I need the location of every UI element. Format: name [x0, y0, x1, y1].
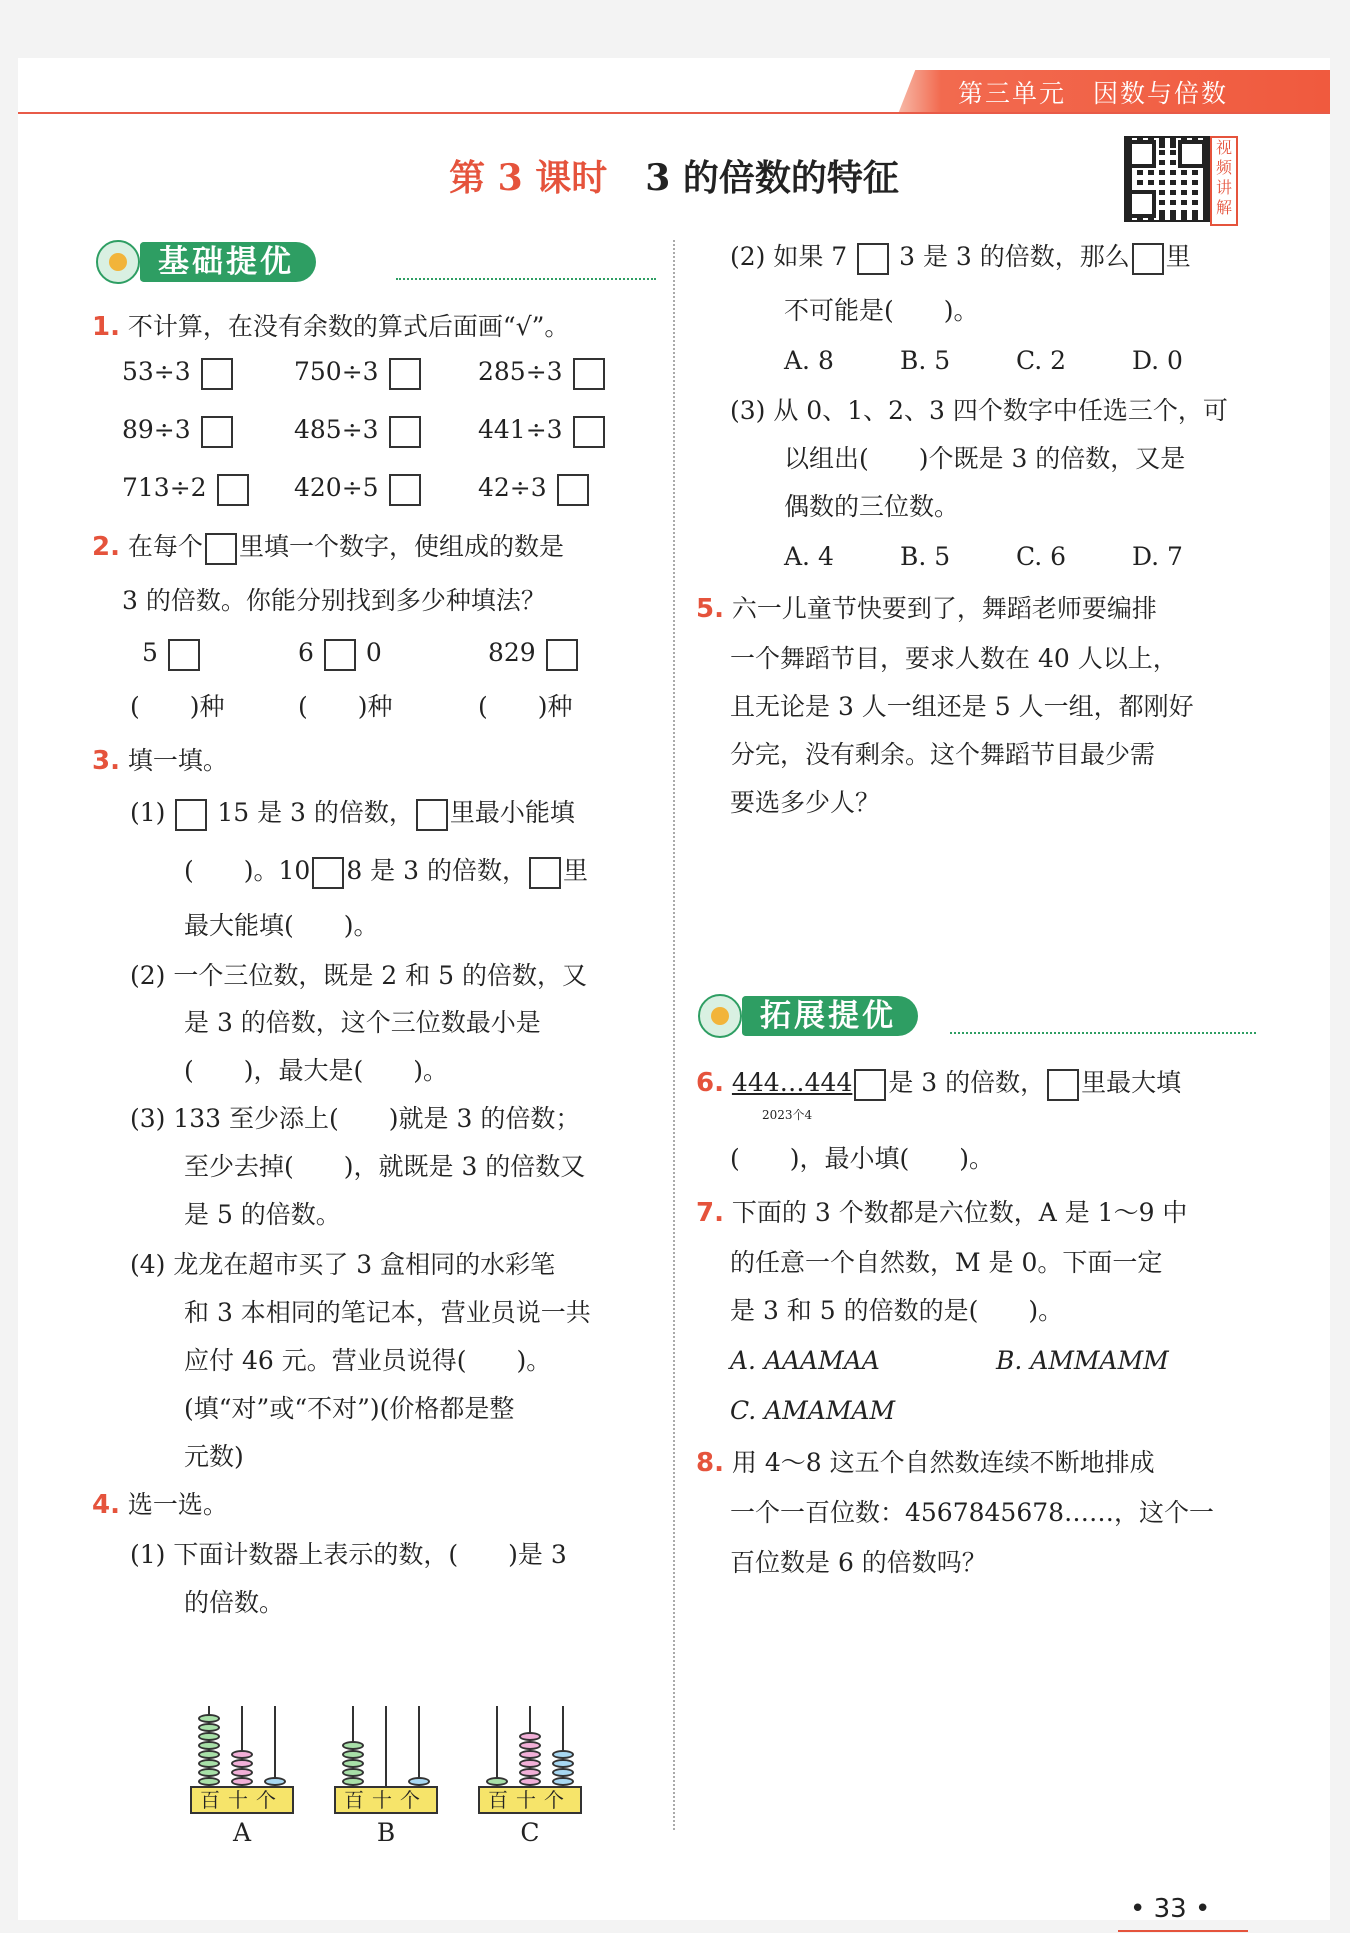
q7-line3: 是 3 和 5 的倍数的是( )。 — [730, 1296, 1064, 1325]
answer-box[interactable] — [389, 474, 421, 506]
q3-part2-line1: (2) 一个三位数，既是 2 和 5 的倍数，又 — [130, 961, 587, 990]
unit-title: 第三单元 因数与倍数 — [958, 79, 1229, 108]
q5-line1: 5. 六一儿童节快要到了，舞蹈老师要编排 — [696, 594, 1157, 624]
q5-line5: 要选多少人？ — [730, 788, 881, 817]
abacus-label-b: B — [376, 1818, 396, 1847]
q4-part3-line3: 偶数的三位数。 — [784, 492, 960, 521]
q2-answer-blank[interactable]: ( )种 — [298, 692, 393, 721]
answer-box[interactable] — [1047, 1069, 1079, 1101]
q4-part3-option[interactable]: D. 7 — [1132, 542, 1183, 571]
q2-answer-blank[interactable]: ( )种 — [130, 692, 225, 721]
q1-prompt: 1. 不计算，在没有余数的算式后面画“√”。 — [92, 312, 570, 342]
abacus-label-a: A — [232, 1818, 252, 1847]
q8-line3: 百位数是 6 的倍数吗？ — [730, 1548, 987, 1577]
q7-option-a[interactable]: A. AAAMAA — [730, 1346, 880, 1375]
answer-box[interactable] — [1132, 243, 1164, 275]
q2-number-1: 5 — [142, 638, 202, 671]
q5-line3: 且无论是 3 人一组还是 5 人一组，都刚好 — [730, 692, 1194, 721]
answer-box[interactable] — [416, 799, 448, 831]
header-rule — [18, 112, 1330, 114]
gear-plant-icon — [96, 240, 140, 284]
q8-line2: 一个一百位数：4567845678……，这个一 — [730, 1498, 1215, 1527]
q2-line2: 3 的倍数。你能分别找到多少种填法？ — [122, 586, 546, 615]
answer-box[interactable] — [529, 857, 561, 889]
answer-box[interactable] — [312, 857, 344, 889]
video-lecture-tag[interactable]: 视频讲解 — [1210, 136, 1238, 226]
answer-box[interactable] — [389, 416, 421, 448]
section-extend — [698, 994, 1258, 1038]
q6-line1: 6. 444…444 是 3 的倍数， 里最大填 — [696, 1068, 1181, 1101]
q1-item: 89÷3 — [122, 415, 235, 448]
q4-part2-line2: 不可能是( )。 — [784, 296, 979, 325]
column-divider — [673, 240, 675, 1830]
trophy-icon — [698, 994, 742, 1038]
answer-box[interactable] — [389, 358, 421, 390]
q4-part2-option[interactable]: A. 8 — [784, 346, 834, 375]
answer-box[interactable] — [857, 243, 889, 275]
q4-part3-option[interactable]: C. 6 — [1016, 542, 1067, 571]
q4-part1-line2: 的倍数。 — [184, 1588, 285, 1617]
q1-item: 750÷3 — [294, 357, 423, 390]
q1-item: 420÷5 — [294, 473, 423, 506]
q5-line4: 分完，没有剩余。这个舞蹈节目最少需 — [730, 740, 1156, 769]
q8-line1: 8. 用 4～8 这五个自然数连续不断地排成 — [696, 1448, 1155, 1478]
workbook-page — [18, 58, 1330, 1924]
page-number: • 33 • — [1130, 1894, 1211, 1924]
page-number-rule — [1118, 1930, 1248, 1932]
q5-line2: 一个舞蹈节目，要求人数在 40 人以上， — [730, 644, 1178, 673]
answer-box[interactable] — [217, 474, 249, 506]
q2-number-2: 6 0 — [298, 638, 382, 671]
q3-part3-line1: (3) 133 至少添上( )就是 3 的倍数； — [130, 1104, 581, 1133]
answer-box[interactable] — [201, 416, 233, 448]
abacus-base-label: 百十个 — [334, 1786, 438, 1814]
section-basic-label: 基础提优 — [140, 242, 316, 282]
q1-item: 485÷3 — [294, 415, 423, 448]
q1-item: 42÷3 — [478, 473, 591, 506]
q3-part4-line1: (4) 龙龙在超市买了 3 盒相同的水彩笔 — [130, 1250, 556, 1279]
q3-part2-line3: ( )，最大是( )。 — [184, 1056, 449, 1085]
q3-part3-line3: 是 5 的倍数。 — [184, 1200, 341, 1229]
q3-part4-line4: (填“对”或“不对”)(价格都是整 — [184, 1394, 515, 1423]
answer-box[interactable] — [201, 358, 233, 390]
q7-option-c[interactable]: C. AMAMAM — [730, 1396, 896, 1425]
answer-box[interactable] — [546, 639, 578, 671]
abacus-b — [334, 1706, 444, 1847]
q3-part4-line5: 元数) — [184, 1442, 244, 1471]
q4-title: 4. 选一选。 — [92, 1490, 228, 1520]
q1-item: 285÷3 — [478, 357, 607, 390]
q3-part1-line2: ( )。10 8 是 3 的倍数， 里 — [184, 856, 588, 889]
abacus-label-c: C — [520, 1818, 540, 1847]
q4-part2-option[interactable]: C. 2 — [1016, 346, 1067, 375]
q1-item: 53÷3 — [122, 357, 235, 390]
q2-answer-blank[interactable]: ( )种 — [478, 692, 573, 721]
q6-line2[interactable]: ( )，最小填( )。 — [730, 1144, 995, 1173]
answer-box[interactable] — [557, 474, 589, 506]
answer-box[interactable] — [168, 639, 200, 671]
lesson-topic: 3 的倍数的特征 — [645, 157, 899, 199]
q1-item: 713÷2 — [122, 473, 251, 506]
q7-option-b[interactable]: B. AMMAMM — [996, 1346, 1169, 1375]
abacus-c — [478, 1706, 588, 1847]
answer-box[interactable] — [854, 1069, 886, 1101]
abacus-a — [190, 1706, 300, 1847]
lesson-number: 第 3 课时 — [449, 157, 608, 199]
q3-part2-line2: 是 3 的倍数，这个三位数最小是 — [184, 1008, 541, 1037]
q2-number-3: 829 — [488, 638, 580, 671]
qr-code-icon[interactable] — [1124, 136, 1210, 222]
q7-line1: 7. 下面的 3 个数都是六位数，A 是 1～9 中 — [696, 1198, 1188, 1228]
q3-part1-line1: (1) 15 是 3 的倍数， 里最小能填 — [130, 798, 575, 831]
q4-part3-line1: (3) 从 0、1、2、3 四个数字中任选三个，可 — [730, 396, 1228, 425]
q3-part3-line2: 至少去掉( )，就既是 3 的倍数又 — [184, 1152, 586, 1181]
abacus-base-label: 百十个 — [478, 1786, 582, 1814]
q1-item: 441÷3 — [478, 415, 607, 448]
q6-digit-count: 2023个4 — [762, 1108, 813, 1122]
section-extend-label: 拓展提优 — [742, 996, 918, 1036]
q4-part2-line1: (2) 如果 7 3 是 3 的倍数，那么 里 — [730, 242, 1191, 275]
q4-part3-option[interactable]: A. 4 — [784, 542, 834, 571]
abacus-base-label: 百十个 — [190, 1786, 294, 1814]
q7-line2: 的任意一个自然数，M 是 0。下面一定 — [730, 1248, 1163, 1277]
q2-prompt: 2. 在每个 里填一个数字，使组成的数是 — [92, 532, 564, 565]
q4-part3-option[interactable]: B. 5 — [900, 542, 951, 571]
q3-title: 3. 填一填。 — [92, 746, 228, 776]
q3-part4-line3: 应付 46 元。营业员说得( )。 — [184, 1346, 552, 1375]
answer-box[interactable] — [573, 416, 605, 448]
q3-part4-line2: 和 3 本相同的笔记本，营业员说一共 — [184, 1298, 591, 1327]
answer-box[interactable] — [324, 639, 356, 671]
answer-box — [205, 533, 237, 565]
q3-part1-line3: 最大能填( )。 — [184, 911, 379, 940]
q4-part3-line2: 以组出( )个既是 3 的倍数，又是 — [784, 444, 1186, 473]
section-basic — [96, 240, 656, 284]
answer-box[interactable] — [573, 358, 605, 390]
q4-part1-line1: (1) 下面计数器上表示的数，( )是 3 — [130, 1540, 567, 1569]
answer-box[interactable] — [175, 799, 207, 831]
q4-part2-option[interactable]: D. 0 — [1132, 346, 1183, 375]
q4-part2-option[interactable]: B. 5 — [900, 346, 951, 375]
